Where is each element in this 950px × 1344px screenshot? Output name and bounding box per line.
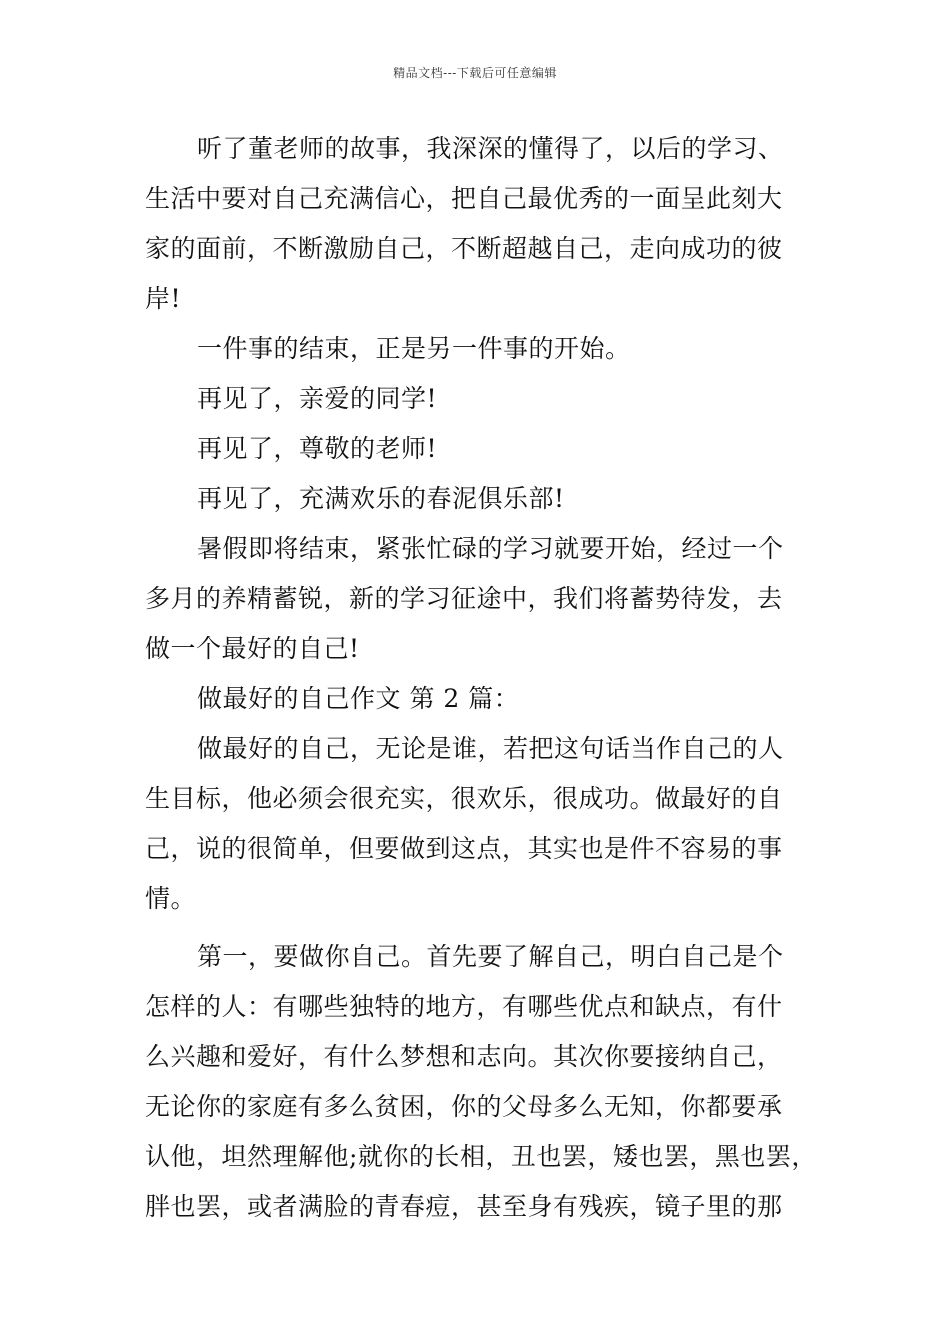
paragraph xyxy=(145,374,825,424)
text-line: 己，说的很简单，但要做到这点，其实也是件不容易的事 xyxy=(145,834,783,863)
text-line: 怎样的人：有哪些独特的地方，有哪些优点和缺点，有什 xyxy=(145,992,783,1021)
paragraph xyxy=(145,474,825,524)
text-line: 再见了，尊敬的老师! xyxy=(197,434,438,463)
paragraph-gap xyxy=(145,924,825,932)
text-line: 生活中要对自己充满信心，把自己最优秀的一面呈此刻大 xyxy=(145,184,783,213)
paragraph xyxy=(145,524,825,674)
text-line: 多月的养精蓄锐，新的学习征途中，我们将蓄势待发，去 xyxy=(145,584,783,613)
text-line: 再见了，充满欢乐的春泥俱乐部! xyxy=(197,484,565,513)
text-line: 么兴趣和爱好，有什么梦想和志向。其次你要接纳自己， xyxy=(145,1042,783,1071)
section-title: 做最好的自己作文 第 2 篇： xyxy=(197,684,520,713)
text-line: 生目标，他必须会很充实，很欢乐，很成功。做最好的自 xyxy=(145,784,783,813)
paragraph xyxy=(145,674,825,724)
text-line: 一件事的结束，正是另一件事的开始。 xyxy=(197,334,631,363)
paragraph xyxy=(145,424,825,474)
text-line: 听了董老师的故事，我深深的懂得了，以后的学习、 xyxy=(197,134,784,163)
text-line: 再见了，亲爱的同学! xyxy=(197,384,438,413)
text-line: 第一，要做你自己。首先要了解自己，明白自己是个 xyxy=(197,942,784,971)
text-line: 做最好的自己，无论是谁，若把这句话当作自己的人 xyxy=(197,734,784,763)
text-line: 家的面前，不断激励自己，不断超越自己，走向成功的彼 xyxy=(145,234,783,263)
page-header: 精品文档---下载后可任意编辑 xyxy=(393,66,557,80)
text-line: 岸! xyxy=(145,284,182,313)
text-line: 胖也罢，或者满脸的青春痘，甚至身有残疾，镜子里的那 xyxy=(145,1192,783,1221)
text-line: 情。 xyxy=(145,884,197,913)
document-body xyxy=(145,124,825,1232)
paragraph xyxy=(145,932,825,1232)
text-line: 做一个最好的自己! xyxy=(145,634,360,663)
paragraph xyxy=(145,324,825,374)
text-line: 无论你的家庭有多么贫困，你的父母多么无知，你都要承 xyxy=(145,1092,783,1121)
paragraph xyxy=(145,724,825,924)
text-line: 暑假即将结束，紧张忙碌的学习就要开始，经过一个 xyxy=(197,534,784,563)
paragraph xyxy=(145,124,825,324)
text-line: 认他，坦然理解他;就你的长相，丑也罢，矮也罢，黑也罢， xyxy=(145,1142,817,1171)
